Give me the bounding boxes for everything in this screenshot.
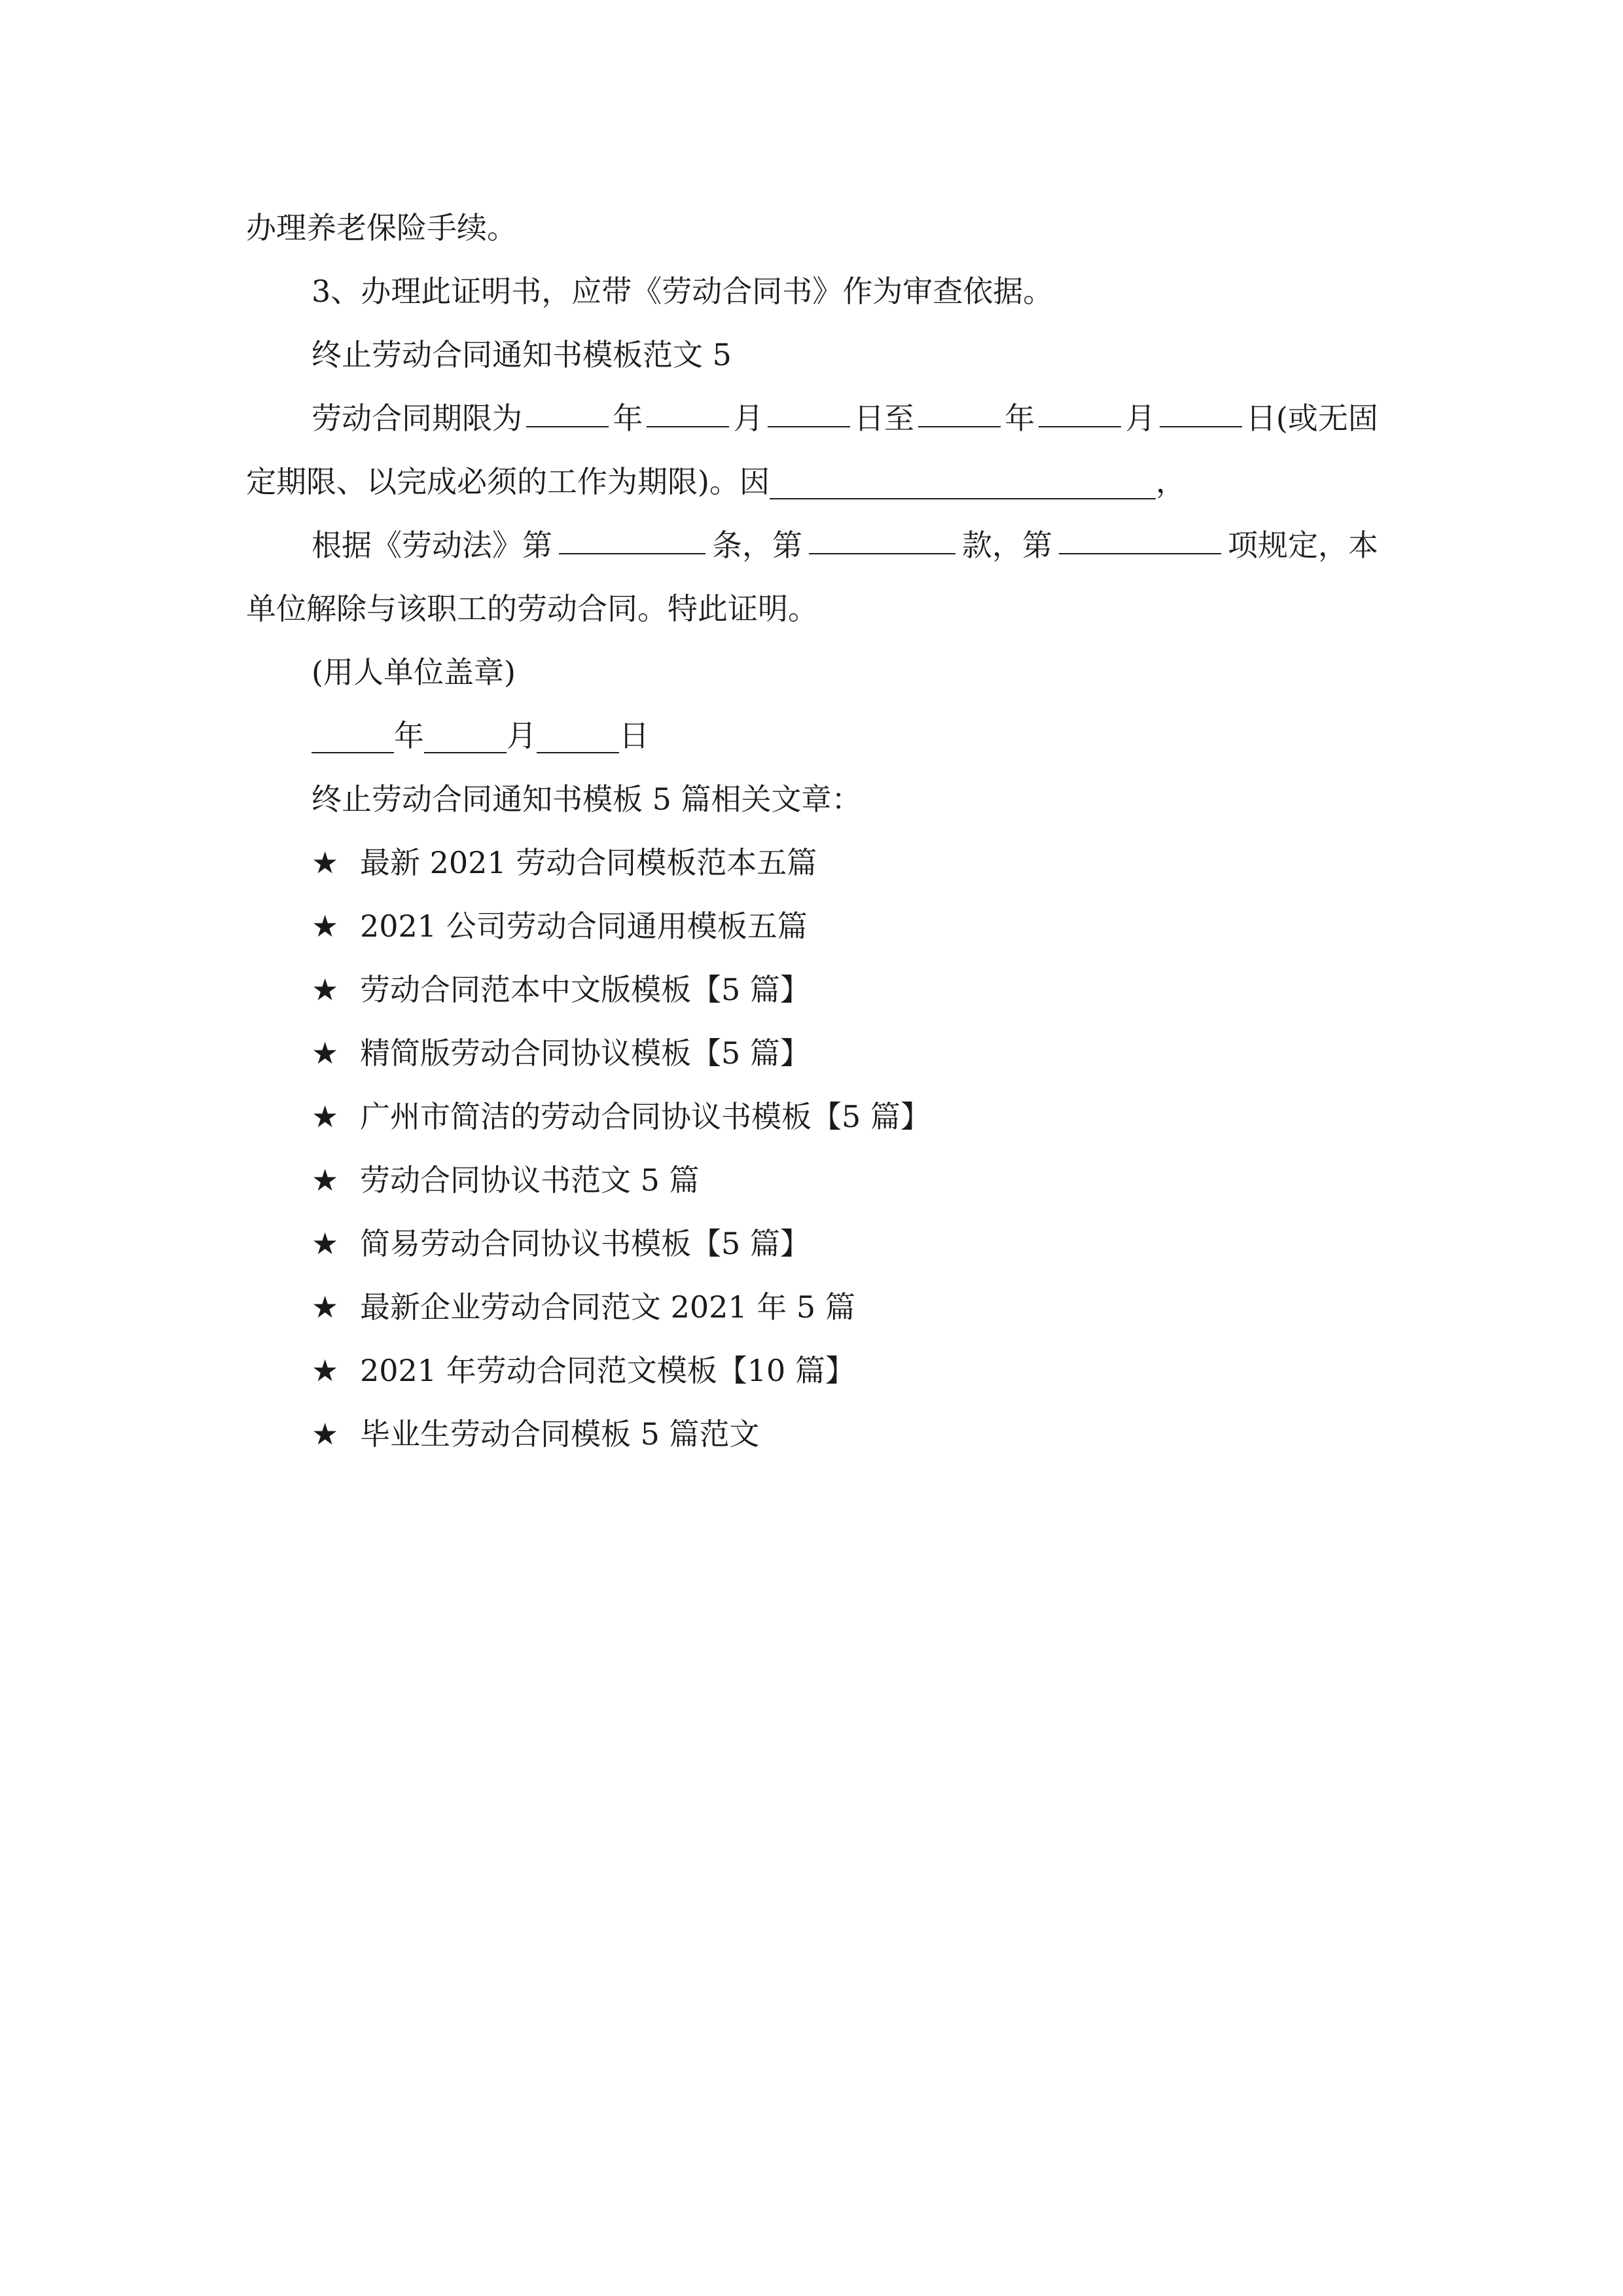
related-heading: 终止劳动合同通知书模板 5 篇相关文章： [312, 781, 862, 817]
star-icon: ★ [312, 1416, 339, 1452]
related-article-title: 毕业生劳动合同模板 5 篇范文 [360, 1416, 760, 1452]
star-icon: ★ [312, 1035, 339, 1071]
blank-year-end[interactable] [918, 387, 1001, 427]
related-article-title: 2021 公司劳动合同通用模板五篇 [360, 908, 808, 944]
date-month-label: 月 [507, 718, 537, 753]
star-icon: ★ [312, 1289, 339, 1325]
related-article-title: 劳动合同协议书范文 5 篇 [360, 1162, 700, 1198]
period-line2-end: ， [1155, 464, 1186, 499]
signature-date-line [246, 704, 1378, 768]
related-article-title: 简易劳动合同协议书模板【5 篇】 [360, 1226, 810, 1261]
related-article-item[interactable] [246, 1339, 1378, 1403]
related-article-title: 最新企业劳动合同范文 2021 年 5 篇 [360, 1289, 855, 1325]
period-line2-text: 定期限、以完成必须的工作为期限)。因 [246, 464, 770, 499]
related-article-item[interactable] [246, 1212, 1378, 1276]
related-article-item[interactable] [246, 831, 1378, 895]
period-year-label: 年 [613, 401, 643, 436]
blank-clause[interactable] [809, 514, 955, 554]
basis-prefix: 根据《劳动法》第 [312, 528, 552, 563]
contract-period-line [246, 387, 1378, 450]
star-icon: ★ [312, 845, 339, 880]
paragraph-certificate-note: 3、办理此证明书，应带《劳动合同书》作为审查依据。 [312, 274, 1054, 309]
period-day-end-label: 日(或无固 [1245, 401, 1378, 436]
period-month2-label: 月 [1125, 401, 1156, 436]
blank-sign-year[interactable] [312, 713, 394, 753]
basis-kuan-label: 款，第 [962, 528, 1052, 563]
related-article-item[interactable] [246, 1085, 1378, 1149]
star-icon: ★ [312, 1099, 339, 1134]
blank-day-start[interactable] [768, 387, 850, 427]
related-article-item[interactable] [246, 1276, 1378, 1339]
blank-month-start[interactable] [647, 387, 729, 427]
star-icon: ★ [312, 1226, 339, 1261]
blank-sign-month[interactable] [424, 713, 507, 753]
star-icon: ★ [312, 908, 339, 944]
contract-period-line-2 [246, 450, 1378, 514]
blank-article[interactable] [559, 514, 705, 554]
period-year2-label: 年 [1005, 401, 1035, 436]
related-article-item[interactable] [246, 958, 1378, 1022]
seal-note: (用人单位盖章) [312, 655, 516, 690]
basis-tiao-label: 条，第 [712, 528, 802, 563]
star-icon: ★ [312, 1353, 339, 1388]
date-year-label: 年 [394, 718, 424, 753]
blank-year-start[interactable] [526, 387, 609, 427]
related-article-title: 2021 年劳动合同范文模板【10 篇】 [360, 1353, 855, 1388]
related-article-title: 广州市简洁的劳动合同协议书模板【5 篇】 [360, 1099, 931, 1134]
document-body [246, 196, 1378, 1466]
paragraph-pension: 办理养老保险手续。 [246, 210, 517, 245]
related-articles-list [246, 831, 1378, 1466]
blank-day-end[interactable] [1160, 387, 1242, 427]
legal-basis-line-2: 单位解除与该职工的劳动合同。特此证明。 [246, 591, 818, 626]
period-prefix: 劳动合同期限为 [312, 401, 522, 436]
related-article-title: 最新 2021 劳动合同模板范本五篇 [360, 845, 817, 880]
blank-reason[interactable] [770, 459, 1156, 499]
blank-item[interactable] [1059, 514, 1221, 554]
star-icon: ★ [312, 972, 339, 1007]
related-article-title: 劳动合同范本中文版模板【5 篇】 [360, 972, 810, 1007]
section-title: 终止劳动合同通知书模板范文 5 [312, 337, 732, 372]
legal-basis-line [246, 514, 1378, 577]
period-day-to-label: 日至 [853, 401, 914, 436]
related-article-item[interactable] [246, 1022, 1378, 1085]
date-day-label: 日 [619, 718, 649, 753]
blank-sign-day[interactable] [537, 713, 619, 753]
period-month-label: 月 [733, 401, 764, 436]
related-article-item[interactable] [246, 1149, 1378, 1212]
basis-xiang-label: 项规定，本 [1228, 528, 1378, 563]
related-article-item[interactable] [246, 1403, 1378, 1466]
star-icon: ★ [312, 1162, 339, 1198]
related-article-title: 精简版劳动合同协议模板【5 篇】 [360, 1035, 810, 1071]
related-article-item[interactable] [246, 895, 1378, 958]
blank-month-end[interactable] [1039, 387, 1121, 427]
